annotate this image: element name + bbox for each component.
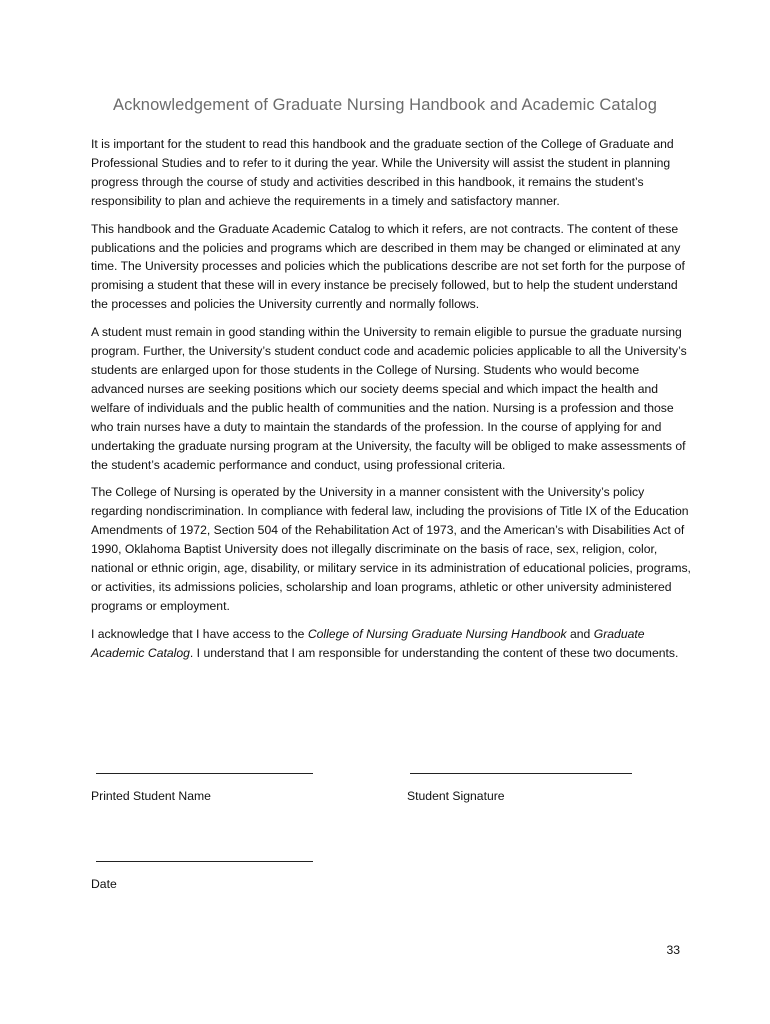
signature-label: Student Signature: [407, 789, 505, 803]
ack-text-3: . I understand that I am responsible for understanding the content of these two documents.: [189, 645, 679, 660]
page-title: Acknowledgement of Graduate Nursing Handbook and Academic Catalog: [113, 96, 657, 114]
body-text: [91, 135, 691, 672]
paragraph-nondiscrimination: The College of Nursing is operated by the University in a manner consistent with the University’s policy regarding nondiscrimination. In compliance with federal law, including the provisions of Title IX of the Education Amendments of 1972, Section 504 of the Rehabilitation Act of 1973, and the American’s with Disabilities Act of 1990, Oklahoma Baptist University does not illegally discriminate on the basis of race, sex, religion, color, national or ethnic origin, age, disability, or military service in its administration of educational policies, programs, or activities, its admissions policies, scholarship and loan programs, athletic or other university administered programs or employment.: [91, 485, 691, 613]
paragraph-good-standing: A student must remain in good standing within the University to remain eligible to pursue the graduate nursing program. Further, the University’s student conduct code and academic policies applicable to all the University’s students are enlarged upon for those students in the College of Nursing. Students who would become advanced nurses are seeking positions which our society deems special and which impact the health and welfare of individuals and the public health of communities and the nation. Nursing is a profession and those who train nurses have a duty to maintain the standards of the profession. In the course of applying for and undertaking the graduate nursing program at the University, the faculty will be obliged to make assessments of the student’s academic performance and conduct, using professional criteria.: [91, 325, 687, 472]
signature-line[interactable]: [410, 773, 632, 774]
ack-text-1: I acknowledge that I have access to the: [91, 626, 308, 641]
ack-text-2: and: [566, 626, 594, 641]
ack-handbook-title: College of Nursing Graduate Nursing Handbook: [307, 626, 567, 641]
paragraph-acknowledgement: [91, 625, 691, 663]
printed-name-label: Printed Student Name: [91, 789, 211, 803]
paragraph-reading-responsibility: It is important for the student to read this handbook and the graduate section of the College of Graduate and Professional Studies and to refer to it during the year. While the University will assist the student in planning progress through the course of study and activities described in this handbook, it remains the student’s responsibility to plan and achieve the requirements in a timely and satisfactory manner.: [91, 137, 674, 208]
date-line[interactable]: [96, 861, 313, 862]
printed-name-line[interactable]: [96, 773, 313, 774]
paragraph-not-contracts: This handbook and the Graduate Academic Catalog to which it refers, are not contracts. The content of these publications and the policies and programs which are described in them may be changed or eliminated at any time. The University processes and policies which the publications describe are not set forth for the purpose of promising a student that these will in every instance be precisely followed, but to help the student understand the processes and policies the University currently and normally follows.: [91, 221, 685, 312]
page-number: 33: [666, 943, 680, 957]
ack-catalog-title: Graduate Academic Catalog: [91, 626, 645, 660]
date-label: Date: [91, 877, 117, 891]
